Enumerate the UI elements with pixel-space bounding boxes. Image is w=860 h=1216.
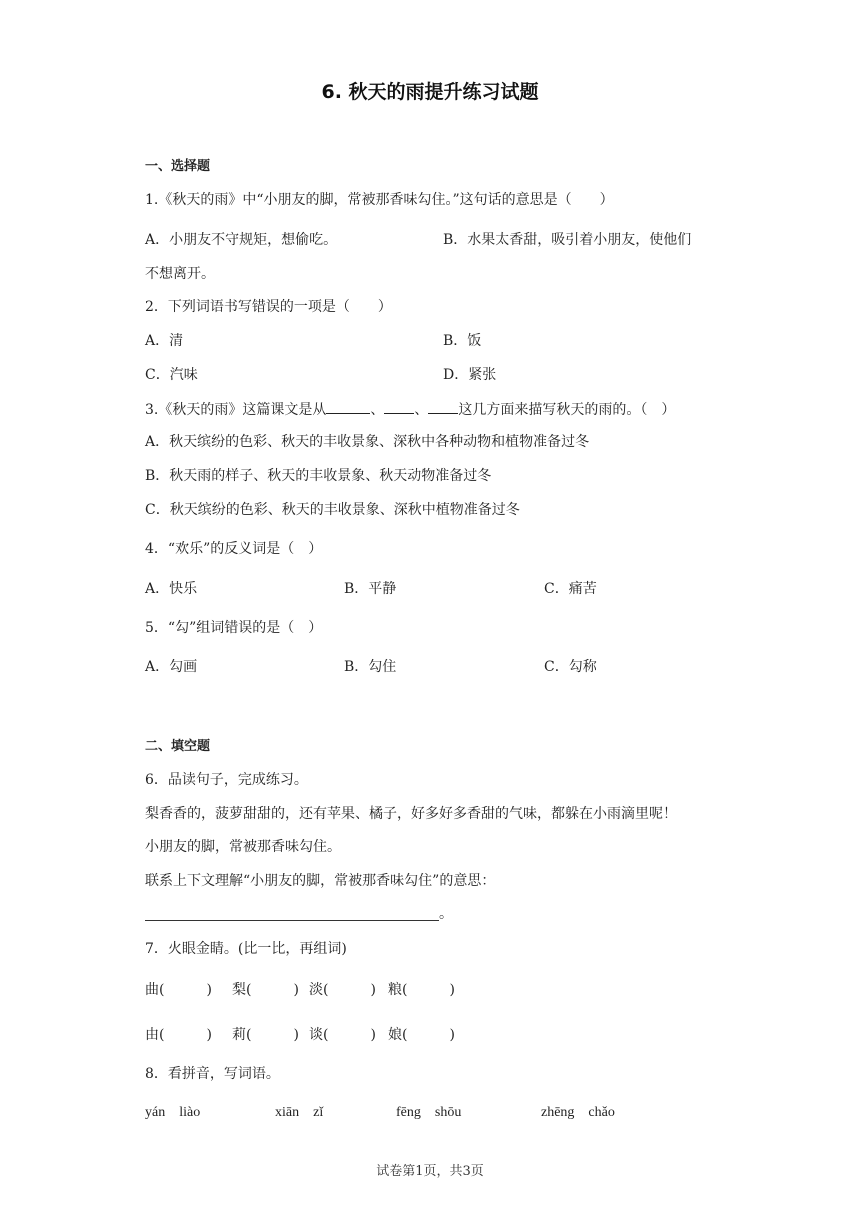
section-heading-choice: 一、选择题 xyxy=(145,159,211,174)
word-pair-blank[interactable]: 由( ) xyxy=(145,1027,212,1043)
question-3-option-a[interactable]: A．秋天缤纷的色彩、秋天的丰收景象、深秋中各种动物和植物准备过冬 xyxy=(145,434,590,450)
question-3-stem-end: 这几方面来描写秋天的雨的。（ ） xyxy=(458,402,676,418)
separator: 、 xyxy=(370,402,385,418)
question-7-stem: 7．火眼金睛。(比一比，再组词) xyxy=(145,941,347,957)
question-2-option-d[interactable]: D．紧张 xyxy=(443,367,497,383)
question-4-option-a[interactable]: A．快乐 xyxy=(145,581,198,597)
question-4-option-b[interactable]: B．平静 xyxy=(344,581,397,597)
question-5-option-b[interactable]: B．勾住 xyxy=(344,659,397,675)
question-6-passage-line-1: 梨香香的，菠萝甜甜的，还有苹果、橘子，好多好多香甜的气味，都躲在小雨滴里呢！ xyxy=(145,806,677,822)
question-1-option-a[interactable]: A．小朋友不守规矩，想偷吃。 xyxy=(145,232,338,248)
question-4-option-c[interactable]: C．痛苦 xyxy=(544,581,597,597)
question-5-option-a[interactable]: A．勾画 xyxy=(145,659,198,675)
question-1-option-b-continued: 不想离开。 xyxy=(145,266,215,282)
answer-line-period: 。 xyxy=(439,906,453,922)
word-pair-blank[interactable]: 莉( ) xyxy=(232,1027,299,1043)
question-6-passage-line-2: 小朋友的脚，常被那香味勾住。 xyxy=(145,839,341,855)
pinyin-label: xiān zǐ xyxy=(275,1105,324,1120)
word-pair-blank[interactable]: 谈( ) xyxy=(309,1027,376,1043)
page-footer: 试卷第1页，共3页 xyxy=(376,1164,484,1179)
question-3-stem-start: 3.《秋天的雨》这篇课文是从 xyxy=(145,402,327,418)
question-6-stem: 6．品读句子，完成练习。 xyxy=(145,772,308,788)
word-pair-blank[interactable]: 曲( ) xyxy=(145,982,212,998)
answer-blank[interactable] xyxy=(384,399,414,414)
pinyin-label: yán liào xyxy=(145,1105,201,1120)
pinyin-label: fēng shōu xyxy=(396,1105,462,1120)
pinyin-label: zhēng chǎo xyxy=(541,1105,615,1120)
question-5-option-c[interactable]: C．勾称 xyxy=(544,659,597,675)
question-3-stem xyxy=(145,399,675,420)
word-pair-blank[interactable]: 淡( ) xyxy=(309,982,376,998)
section-heading-fill-blank: 二、填空题 xyxy=(145,739,211,754)
question-2-option-c[interactable]: C．汽味 xyxy=(145,367,198,383)
answer-blank[interactable] xyxy=(428,399,458,414)
question-3-option-b[interactable]: B．秋天雨的样子、秋天的丰收景象、秋天动物准备过冬 xyxy=(145,468,492,484)
answer-blank[interactable] xyxy=(326,399,370,414)
word-pair-blank[interactable]: 娘( ) xyxy=(388,1027,455,1043)
question-1-option-b[interactable]: B．水果太香甜，吸引着小朋友，使他们 xyxy=(443,232,692,248)
question-5-stem: 5．“勾”组词错误的是（ ） xyxy=(145,620,323,636)
word-pair-blank[interactable]: 粮( ) xyxy=(388,982,455,998)
question-2-option-a[interactable]: A．清 xyxy=(145,333,184,349)
question-8-stem: 8．看拼音，写词语。 xyxy=(145,1066,280,1082)
question-3-option-c[interactable]: C．秋天缤纷的色彩、秋天的丰收景象、深秋中植物准备过冬 xyxy=(145,502,520,518)
question-1-stem: 1.《秋天的雨》中“小朋友的脚，常被那香味勾住。”这句话的意思是（ ） xyxy=(145,192,614,208)
answer-line[interactable] xyxy=(145,920,439,921)
question-6-prompt: 联系上下文理解“小朋友的脚，常被那香味勾住”的意思： xyxy=(145,873,496,889)
question-4-stem: 4．“欢乐”的反义词是（ ） xyxy=(145,541,323,557)
question-2-option-b[interactable]: B．饭 xyxy=(443,333,482,349)
page-title: 6. 秋天的雨提升练习试题 xyxy=(321,81,539,103)
separator: 、 xyxy=(414,402,429,418)
question-2-stem: 2．下列词语书写错误的一项是（ ） xyxy=(145,299,392,315)
word-pair-blank[interactable]: 梨( ) xyxy=(232,982,299,998)
